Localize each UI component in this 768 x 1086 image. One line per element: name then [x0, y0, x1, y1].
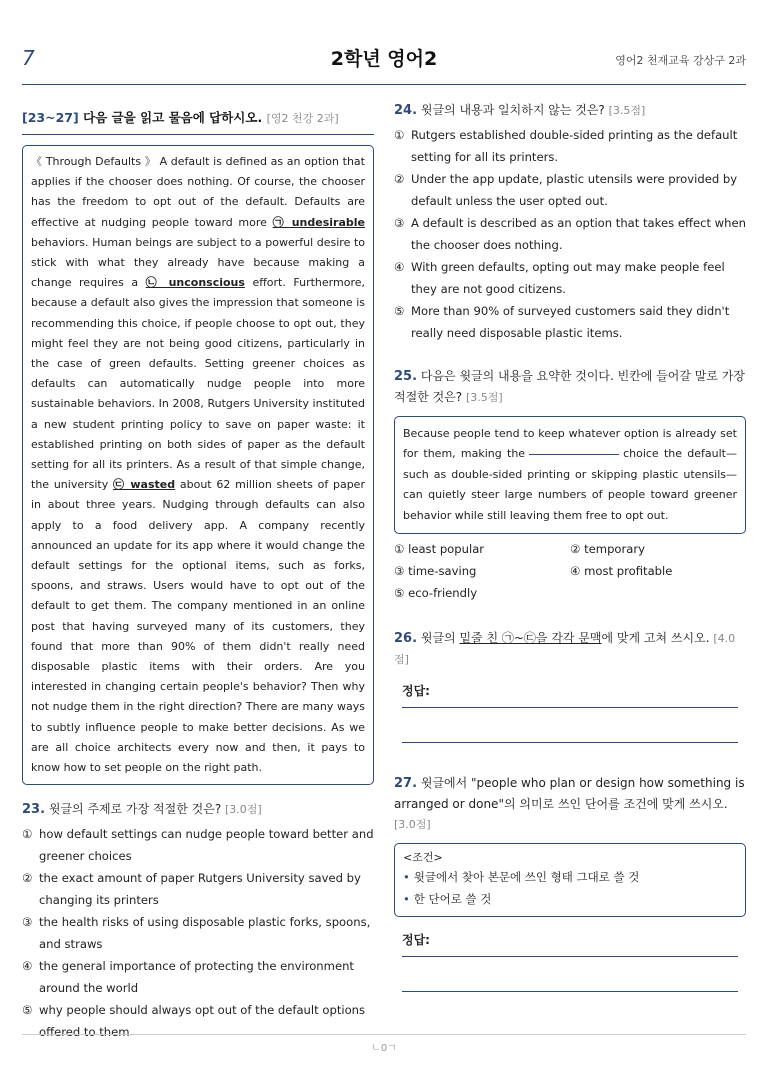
- option-text: the exact amount of paper Rutgers University saved by changing its printers: [39, 871, 361, 907]
- summary-blank: [529, 454, 619, 455]
- option-4[interactable]: [22, 956, 374, 999]
- reading-passage: [22, 145, 374, 785]
- question-points: [4.0점]: [394, 632, 736, 667]
- answer-label: 정답:: [402, 684, 430, 699]
- option-1[interactable]: [394, 538, 570, 560]
- option-mark: ③: [22, 915, 33, 930]
- option-text: More than 90% of surveyed customers said they didn't really need disposable plastic items.: [411, 304, 730, 340]
- question-text: 윗글의 주제로 가장 적절한 것은?: [48, 802, 222, 817]
- condition-item: [403, 888, 737, 910]
- question-number: 24.: [394, 103, 418, 118]
- option-text: eco-friendly: [408, 586, 478, 601]
- page-footer: ㄴ0ㄱ: [22, 1034, 746, 1054]
- option-text: the general importance of protecting the environment around the world: [39, 959, 354, 995]
- q24-options: [394, 125, 746, 344]
- page-header: [22, 38, 746, 85]
- summary-after: choice the default—such as double-sided printing or skipping plastic utensils—can quietly steer large numbers of people toward greener behavior while still leaving them free to opt out.: [403, 447, 737, 522]
- question-number: 25.: [394, 369, 418, 384]
- question-23: [22, 799, 374, 1043]
- option-mark: ②: [394, 172, 405, 186]
- option-mark: ①: [394, 542, 405, 557]
- condition-box: [394, 843, 746, 917]
- q23-options: [22, 824, 374, 1043]
- option-1[interactable]: [22, 824, 374, 867]
- question-points: [3.0점]: [394, 818, 431, 832]
- question-text: 윗글의 내용과 일치하지 않는 것은?: [420, 103, 605, 117]
- option-text: how default settings can nudge people toward better and greener choices: [39, 827, 374, 863]
- option-5[interactable]: [394, 582, 570, 604]
- answer-label: 정답:: [402, 933, 430, 948]
- option-text: why people should always opt out of the default options offered to them: [39, 1003, 366, 1039]
- question-range: [23~27]: [22, 110, 79, 125]
- question-27: [394, 773, 746, 992]
- condition-text: 윗글에서 찾아 본문에 쓰인 형태 그대로 쓸 것: [413, 870, 640, 885]
- question-text-end: 에 맞게 고쳐 쓰시오.: [601, 631, 710, 646]
- option-3[interactable]: [394, 213, 746, 256]
- option-text: time-saving: [408, 564, 477, 579]
- right-column: [394, 96, 746, 992]
- summary-before: Because people tend to keep whatever option is already set for them, making the: [403, 427, 737, 461]
- passage-part-2: behaviors. Human beings are subject to a powerful desire to stick with what they already have because making a change requires a: [31, 235, 365, 290]
- left-column: [22, 96, 374, 1044]
- answer-line-1[interactable]: [402, 707, 738, 708]
- question-27-title: [394, 773, 746, 835]
- condition-text: 한 단어로 쓸 것: [413, 892, 492, 907]
- option-text: A default is described as an option that takes effect when the chooser does nothing.: [411, 216, 746, 252]
- question-text: 윗글의: [420, 631, 460, 646]
- q25-options: [394, 538, 746, 604]
- option-text: most profitable: [584, 564, 673, 579]
- passage-part-4: about 62 million sheets of paper in about three years. Nudging through defaults can also apply to a food delivery app. A company recently announced an update for its app where it would change the default settings for the optional items, such as forks, spoons, and straws. Users would have to opt out of the default to get them. The company mentioned in an online post that having surveyed many of its customers, they found that more than 90% of them didn't really need disposable plastic items with their orders. Are you interested in changing certain people's behavior? Then why not nudge them in the right direction? There are many ways to subtly influence people to make better decisions. As we are all choice architects every now and then, it pays to know how to set people on the right path.: [31, 478, 365, 775]
- underline-a: ㉠ undesirable: [272, 215, 365, 229]
- option-mark: ②: [22, 871, 33, 886]
- answer-line-1[interactable]: [402, 956, 738, 957]
- option-4[interactable]: [570, 560, 746, 582]
- option-text: the health risks of using disposable plastic forks, spoons, and straws: [39, 915, 371, 951]
- question-24-title: [394, 100, 746, 121]
- option-text: Rutgers established double-sided printing as the default setting for all its printers.: [411, 128, 738, 164]
- option-5[interactable]: [394, 301, 746, 344]
- answer-line-2[interactable]: [402, 991, 738, 992]
- answer-line-2[interactable]: [402, 742, 738, 743]
- page-title: 2학년 영어2: [330, 48, 438, 70]
- option-2[interactable]: [22, 868, 374, 911]
- question-23-title: [22, 799, 374, 820]
- option-mark: ②: [570, 542, 581, 557]
- option-mark: ③: [394, 564, 405, 579]
- passage-part-3: effort. Furthermore, because a default also gives the impression that someone is recommending this choice, if people choose to opt out, they might feel they are not being good citizens, particularly in the case of green defaults. Setting greener choices as defaults can automatically nudge people into more sustainable behaviors. In 2008, Rutgers University instituted a new student printing policy to save on paper waste: it established printing on both sides of paper as the default setting for all its printers. As a result of that simple change, the university: [31, 276, 365, 492]
- option-text: least popular: [408, 542, 485, 557]
- underline-b: ㉡ unconscious: [145, 276, 245, 290]
- option-mark: ③: [394, 216, 405, 230]
- question-26: [394, 628, 746, 743]
- question-25-title: [394, 366, 746, 408]
- passage-part-1: 《 Through Defaults 》 A default is defined as an option that applies if the chooser does nothing. Of course, the chooser has the freedom to opt out of the default. Defaults are effective at nudging people toward more: [31, 155, 365, 229]
- bullet-icon: •: [403, 870, 410, 885]
- question-text-underlined: 밑줄 친 ㉠~㉢을 각각 문맥: [459, 631, 602, 646]
- option-mark: ⑤: [394, 586, 405, 601]
- option-mark: ④: [22, 959, 33, 974]
- question-points: [3.5점]: [608, 104, 646, 117]
- question-points: [3.5점]: [465, 391, 503, 404]
- option-2[interactable]: [570, 538, 746, 560]
- option-mark: ①: [22, 827, 33, 842]
- question-number: 23.: [22, 802, 46, 818]
- question-points: [3.0점]: [225, 803, 262, 817]
- condition-item: [403, 866, 737, 888]
- section-instruction: [22, 108, 374, 135]
- question-text: 다음은 윗글의 내용을 요약한 것이다. 빈칸에 들어갈 말로 가장 적절한 것은?: [394, 369, 745, 404]
- question-26-title: [394, 628, 746, 670]
- page-source: 영어2 천재교육 강상구 2과: [615, 54, 746, 67]
- option-mark: ④: [394, 260, 405, 274]
- option-2[interactable]: [394, 169, 746, 212]
- option-text: temporary: [584, 542, 646, 557]
- option-4[interactable]: [394, 257, 746, 300]
- option-text: Under the app update, plastic utensils were provided by default unless the user opted out.: [411, 172, 738, 208]
- option-3[interactable]: [394, 560, 570, 582]
- question-25: [394, 366, 746, 604]
- option-mark: ①: [394, 128, 405, 142]
- question-number: 27.: [394, 776, 418, 792]
- question-number: 26.: [394, 631, 418, 647]
- section-tag: [영2 천강 2과]: [266, 112, 339, 125]
- question-24: [394, 100, 746, 344]
- condition-title: <조건>: [403, 851, 443, 865]
- instruction-text: 다음 글을 읽고 물음에 답하시오.: [83, 110, 263, 125]
- option-mark: ⑤: [22, 1003, 33, 1018]
- option-1[interactable]: [394, 125, 746, 168]
- option-mark: ⑤: [394, 304, 405, 318]
- option-text: With green defaults, opting out may make people feel they are not good citizens.: [411, 260, 725, 296]
- underline-c: ㉢ wasted: [113, 478, 176, 492]
- question-text: 윗글에서 "people who plan or design how something is arranged or done"의 의미로 쓰인 단어를 조건에 맞게 쓰시오.: [394, 776, 745, 812]
- option-mark: ④: [570, 564, 581, 579]
- page-number: 7: [22, 46, 35, 70]
- option-3[interactable]: [22, 912, 374, 955]
- summary-box: [394, 416, 746, 534]
- bullet-icon: •: [403, 892, 410, 907]
